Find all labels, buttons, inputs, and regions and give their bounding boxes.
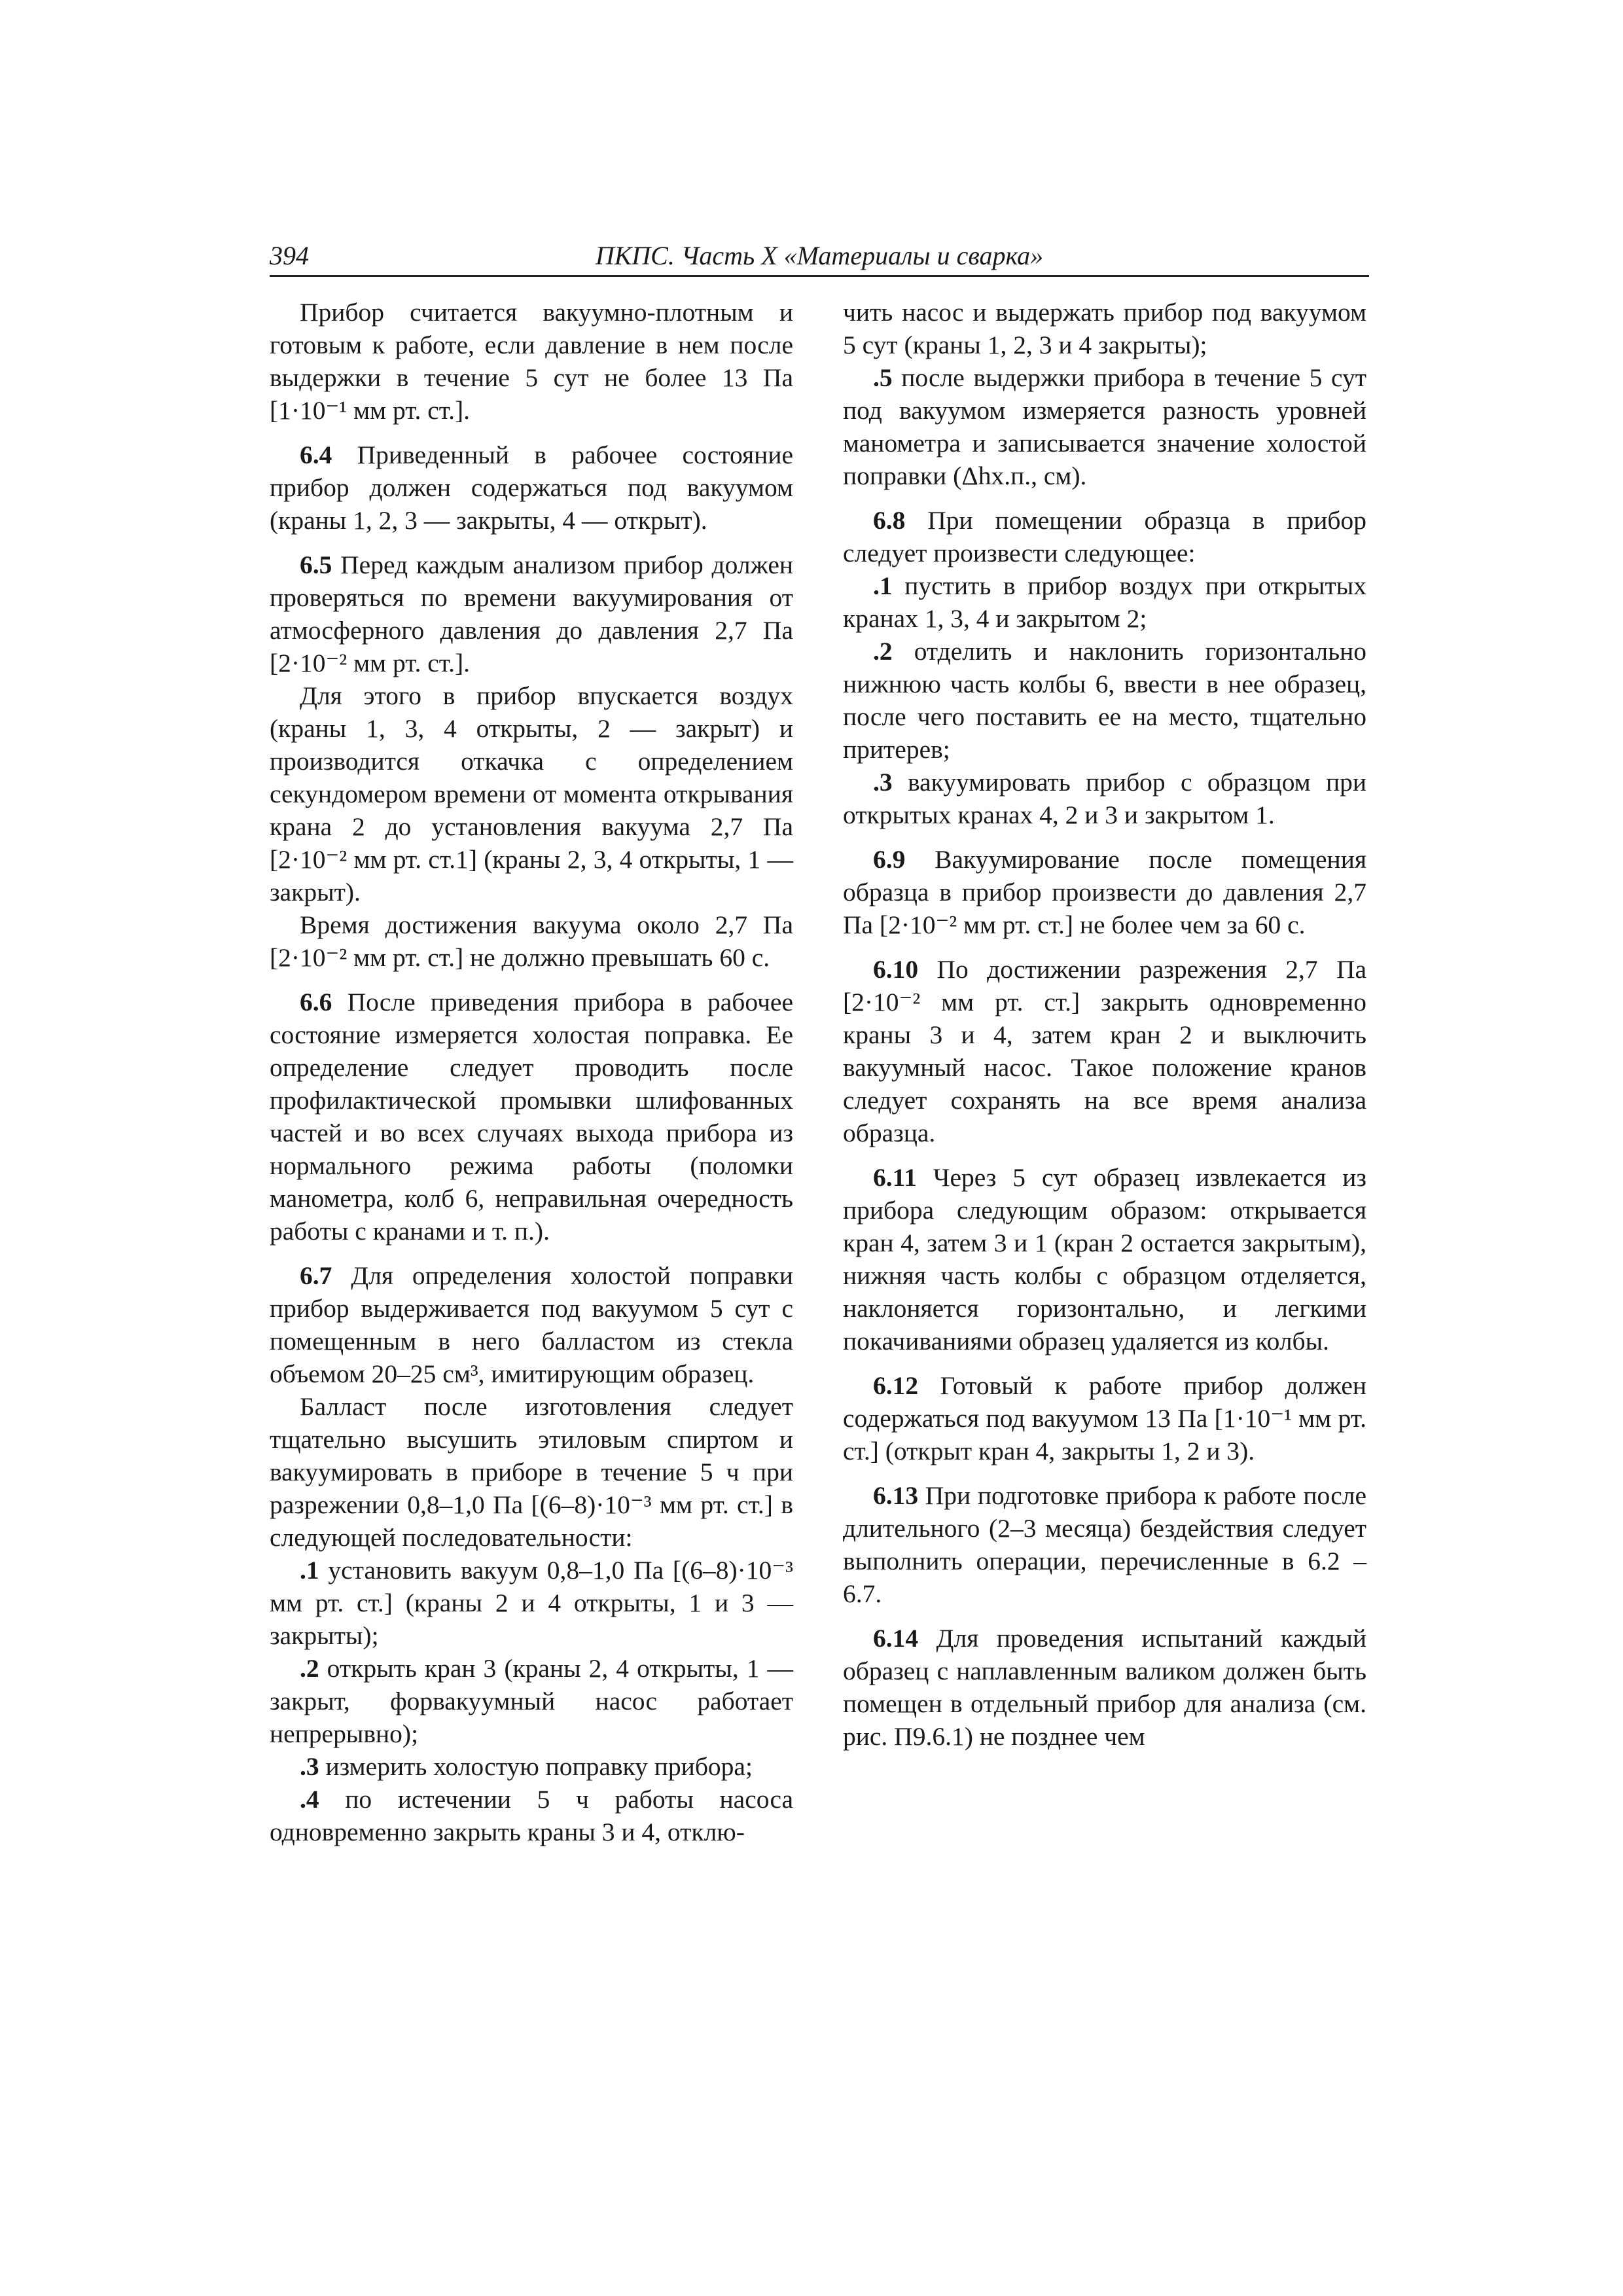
section-number: 6.13 (873, 1481, 919, 1510)
item-number: .4 (300, 1785, 319, 1814)
section-number: 6.4 (300, 440, 332, 469)
section-number: 6.11 (873, 1163, 917, 1192)
list-item: .1 установить вакуум 0,8–1,0 Па [(6–8)·10⁻³ мм рт. ст.] (краны 2 и 4 открыты, 1 и 3 — закрыты); (270, 1556, 793, 1650)
item-number: .5 (873, 363, 893, 392)
section-6-7: 6.7 Для определения холостой поправки прибор выдерживается под вакуумом 5 сут с помещенным в него балластом из стекла объемом 20–25 см³, имитирующим образец. (270, 1261, 794, 1388)
list-item: .2 отделить и наклонить горизонтально нижнюю часть колбы 6, ввести в нее образец, после чего поставить ее на место, тщательно притерев; (843, 637, 1366, 764)
paragraph: Время достижения вакуума около 2,7 Па [2·10⁻² мм рт. ст.] не должно превышать 60 с. (270, 910, 793, 972)
section-number: 6.12 (873, 1371, 919, 1400)
section-6-10: 6.10 По достижении разрежения 2,7 Па [2·10⁻² мм рт. ст.] закрыть одновременно краны 3 и 4, затем кран 2 и выключить вакуумный насос. Такое положение кранов следует сохранять на все время анализа образца. (843, 955, 1367, 1147)
page-number: 394 (270, 241, 309, 270)
paragraph-continuation: чить насос и выдержать прибор под вакуумом 5 сут (краны 1, 2, 3 и 4 закрыты); (843, 298, 1366, 359)
section-number: 6.14 (873, 1624, 919, 1653)
list-item: .4 по истечении 5 ч работы насоса одновременно закрыть краны 3 и 4, отклю- (270, 1785, 794, 1846)
item-number: .1 (300, 1556, 319, 1585)
section-6-8: 6.8 При помещении образца в прибор следует произвести следующее: (843, 506, 1367, 567)
running-header (270, 234, 1369, 277)
section-6-14: 6.14 Для проведения испытаний каждый образец с наплавленным валиком должен быть помещен в отдельный прибор для анализа (см. рис. П9.6.1) не позднее чем (843, 1624, 1367, 1751)
section-6-12: 6.12 Готовый к работе прибор должен содержаться под вакуумом 13 Па [1·10⁻¹ мм рт. ст.] (открыт кран 4, закрыты 1, 2 и 3). (843, 1371, 1366, 1465)
section-number: 6.7 (300, 1261, 332, 1290)
section-6-5: 6.5 Перед каждым анализом прибор должен проверяться по времени вакуумирования от атмосферного давления до давления 2,7 Па [2·10⁻² мм рт. ст.]. (270, 550, 793, 677)
list-item: .3 вакуумировать прибор с образцом при открытых кранах 4, 2 и 3 и закрытом 1. (843, 768, 1367, 829)
item-number: .1 (873, 571, 893, 600)
left-column (270, 296, 793, 1848)
right-column (843, 296, 1366, 1753)
item-number: .2 (300, 1654, 319, 1683)
list-item: .3 измерить холостую поправку прибора; (300, 1752, 753, 1781)
section-number: 6.9 (873, 845, 906, 874)
section-6-4: 6.4 Приведенный в рабочее состояние прибор должен содержаться под вакуумом (краны 1, 2, 3 — закрыты, 4 — открыт). (270, 440, 793, 535)
section-number: 6.8 (873, 506, 906, 535)
section-6-11: 6.11 Через 5 сут образец извлекается из прибора следующим образом: открывается кран 4, затем 3 и 1 (кран 2 остается закрытым), нижняя часть колбы с образцом отделяется, наклоняется горизонтально, и легкими покачиваниями образец удаляется из колбы. (843, 1163, 1366, 1355)
section-6-9: 6.9 Вакуумирование после помещения образца в прибор произвести до давления 2,7 Па [2·10⁻² мм рт. ст.] не более чем за 60 с. (843, 845, 1366, 939)
section-6-13: 6.13 При подготовке прибора к работе после длительного (2–3 месяца) бездействия следует выполнить операции, перечисленные в 6.2 – 6.7. (843, 1481, 1366, 1608)
section-number: 6.5 (300, 550, 332, 579)
item-number: .2 (873, 637, 893, 666)
list-item: .1 пустить в прибор воздух при открытых кранах 1, 3, 4 и закрытом 2; (843, 571, 1366, 633)
paragraph: Балласт после изготовления следует тщательно высушить этиловым спиртом и вакуумировать в приборе в течение 5 ч при разрежении 0,8–1,0 Па [(6–8)·10⁻³ мм рт. ст.] в следующей последовательности: (270, 1392, 793, 1552)
section-number: 6.6 (300, 988, 332, 1016)
running-title: ПКПС. Часть X «Материалы и сварка» (595, 241, 1044, 270)
list-item: .5 после выдержки прибора в течение 5 сут под вакуумом измеряется разность уровней манометра и записывается значение холостой поправки (Δhх.п., см). (843, 363, 1366, 490)
item-number: .3 (873, 768, 893, 797)
paragraph: Прибор считается вакуумно-плотным и готовым к работе, если давление в нем после выдержки в течение 5 сут не более 13 Па [1·10⁻¹ мм рт. ст.]. (270, 298, 793, 425)
item-number: .3 (300, 1752, 319, 1781)
section-6-6: 6.6 После приведения прибора в рабочее состояние измеряется холостая поправка. Ее определение следует проводить после профилактической промывки шлифованных частей и во всех случаях выхода прибора из нормального режима работы (поломки манометра, колб 6, неправильная очередность работы с кранами и т. п.). (270, 988, 793, 1246)
list-item: .2 открыть кран 3 (краны 2, 4 открыты, 1 — закрыт, форвакуумный насос работает непрерывно); (270, 1654, 794, 1748)
section-number: 6.10 (873, 955, 919, 984)
paragraph: Для этого в прибор впускается воздух (краны 1, 3, 4 открыты, 2 — закрыт) и производится откачка с определением секундомером времени от момента открывания крана 2 до установления вакуума 2,7 Па [2·10⁻² мм рт. ст.1] (краны 2, 3, 4 открыты, 1 — закрыт). (270, 681, 793, 906)
